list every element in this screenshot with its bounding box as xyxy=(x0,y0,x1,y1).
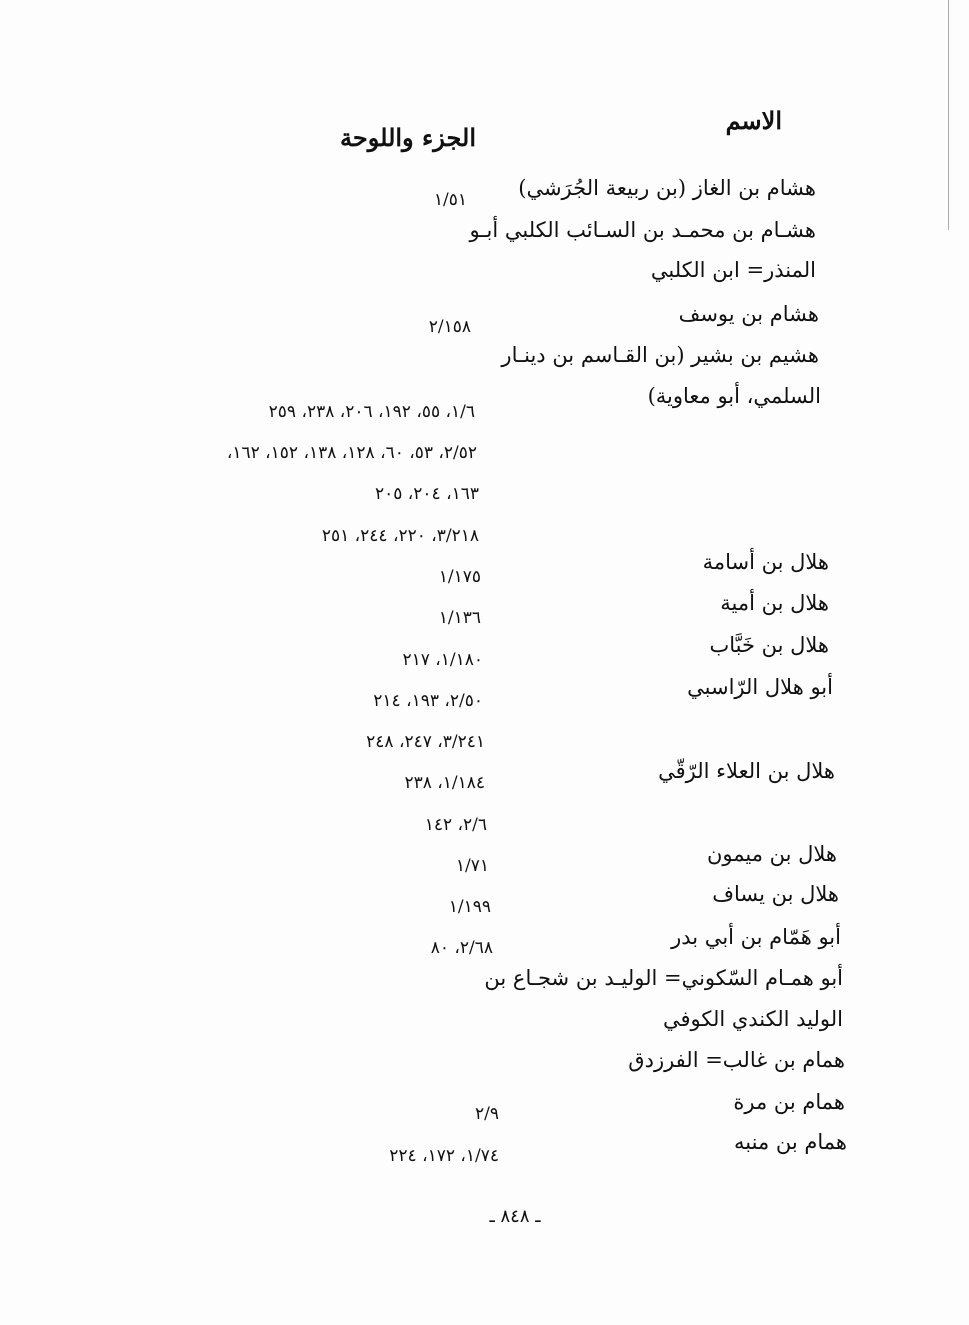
entry-name: هلال بن أمية xyxy=(720,591,829,615)
entry-name: أبو همـام السّكوني= الوليـد بن شجـاع بن xyxy=(484,966,843,990)
entry-name: أبو هَمّام بن أبي بدر xyxy=(671,925,841,949)
entry-reference: ١/٥١ xyxy=(433,190,467,210)
entry-name: هلال بن أسامة xyxy=(702,550,829,574)
name-column-header: الاسم xyxy=(725,106,782,135)
entry-name: المنذر= ابن الكلبي xyxy=(650,258,816,282)
entry-reference: ١/١٨٠، ٢١٧ xyxy=(402,650,483,670)
entry-reference: ١/٦، ٥٥، ١٩٢، ٢٠٦، ٢٣٨، ٢٥٩ xyxy=(268,402,475,422)
entry-name: هلال بن العلاء الرّقّي xyxy=(658,759,835,783)
entry-name: همام بن مرة xyxy=(733,1090,845,1114)
entry-reference: ٢/٥٢، ٥٣، ٦٠، ١٢٨، ١٣٨، ١٥٢، ١٦٢، xyxy=(226,443,477,463)
entry-name: السلمي، أبو معاوية) xyxy=(647,384,821,408)
entry-reference: ١٦٣، ٢٠٤، ٢٠٥ xyxy=(375,484,479,504)
entry-name: هشام بن يوسف xyxy=(678,302,819,326)
entry-name: هشـام بن محمـد بن السـائب الكلبي أبـو xyxy=(469,218,816,242)
entry-name: هلال بن ميمون xyxy=(706,842,837,866)
entry-reference: ٢/٦٨، ٨٠ xyxy=(430,938,493,958)
entry-reference: ٢/٩ xyxy=(475,1104,499,1124)
page-number: ـ ٨٤٨ ـ xyxy=(489,1206,541,1227)
reference-column-header: الجزء واللوحة xyxy=(340,123,476,152)
entry-name: همام بن غالب= الفرزدق xyxy=(628,1048,845,1072)
entry-name: هلال بن خَبَّاب xyxy=(709,633,829,657)
entry-name: همام بن منبه xyxy=(734,1130,847,1154)
entry-reference: ١/١٣٦ xyxy=(438,608,481,628)
entry-reference: ٢/١٥٨ xyxy=(428,317,471,337)
entry-reference: ٢/٥٠، ١٩٣، ٢١٤ xyxy=(373,691,483,711)
entry-name: الوليد الكندي الكوفي xyxy=(662,1007,843,1031)
entry-name: أبو هلال الرّاسبي xyxy=(687,675,833,699)
entry-reference: ٣/٢١٨، ٢٢٠، ٢٤٤، ٢٥١ xyxy=(321,526,479,546)
scan-edge-line xyxy=(948,0,949,230)
entry-reference: ١/١٩٩ xyxy=(448,897,491,917)
entry-reference: ١/١٨٤، ٢٣٨ xyxy=(404,773,485,793)
entry-name: هلال بن يساف xyxy=(712,882,839,906)
entry-reference: ٢/٦، ١٤٢ xyxy=(424,815,487,835)
entry-name: هشام بن الغاز (بن ربيعة الجُرَشي) xyxy=(518,176,816,200)
entry-name: هشيم بن بشير (بن القـاسم بن دينـار xyxy=(501,343,819,367)
entry-reference: ١/١٧٥ xyxy=(438,567,481,587)
entry-reference: ١/٧١ xyxy=(455,856,489,876)
entry-reference: ٣/٢٤١، ٢٤٧، ٢٤٨ xyxy=(366,732,485,752)
entry-reference: ١/٧٤، ١٧٢، ٢٢٤ xyxy=(389,1146,499,1166)
